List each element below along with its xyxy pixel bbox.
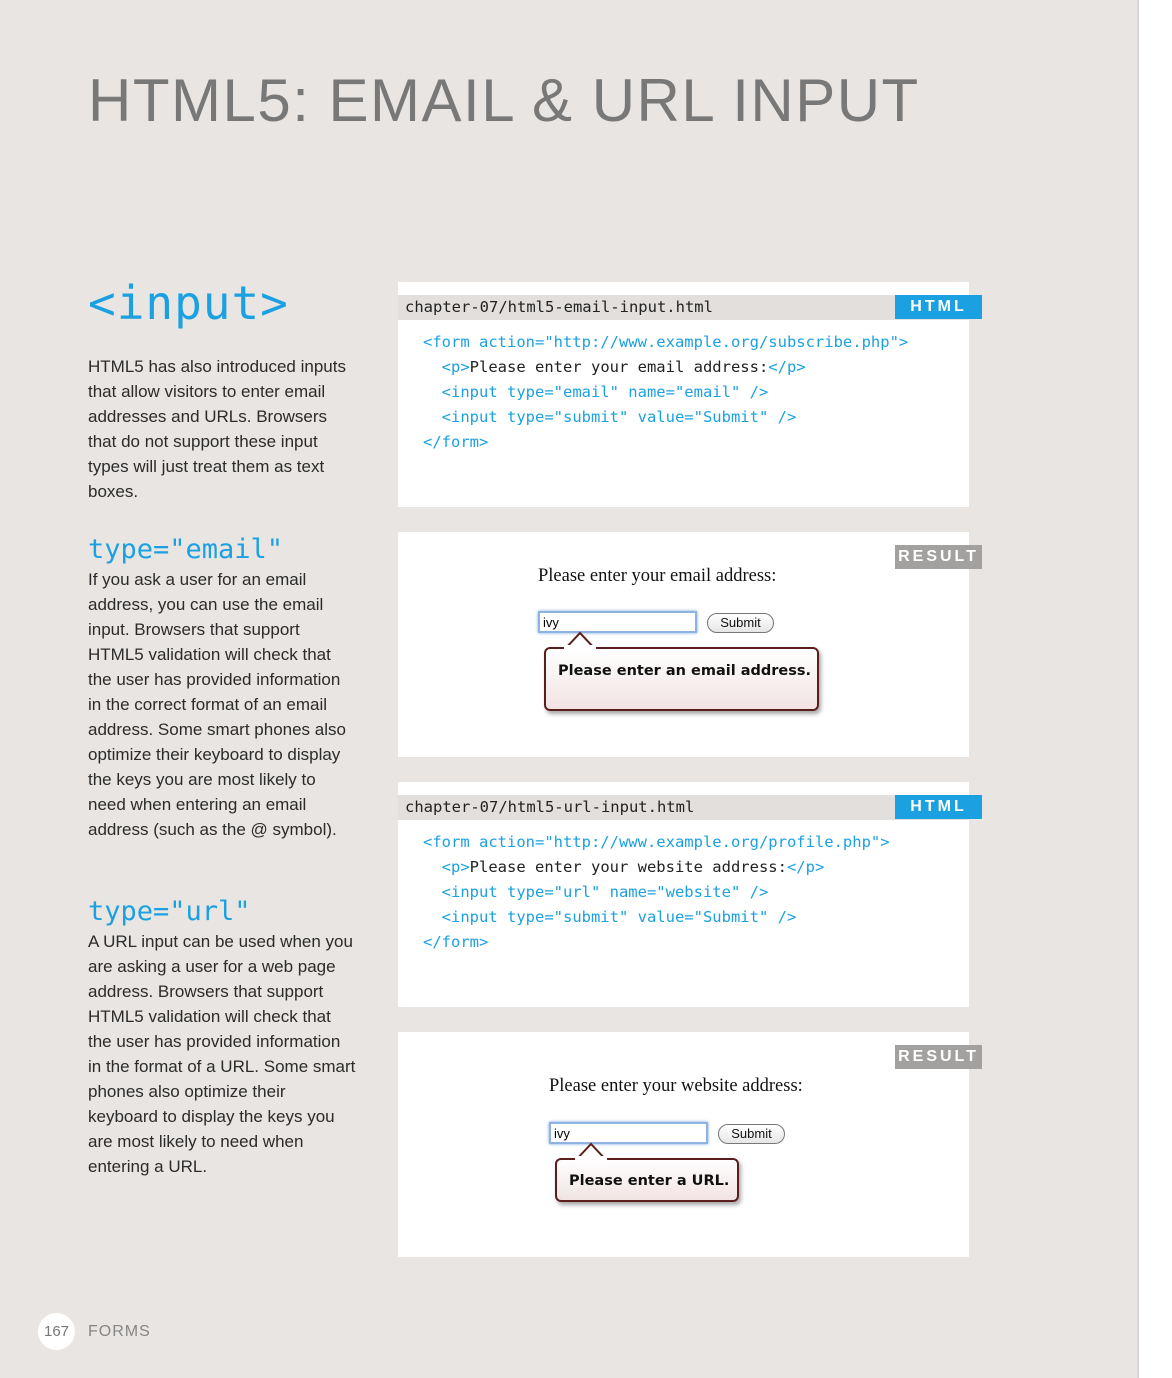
code-token: <input type="submit" value="Submit" /> bbox=[441, 408, 797, 426]
html-badge: HTML bbox=[895, 795, 982, 819]
code-token: <p> bbox=[441, 858, 470, 876]
url-result-panel bbox=[398, 1032, 979, 1257]
page-edge-strip bbox=[1137, 0, 1172, 1378]
file-name: chapter-07/html5-url-input.html bbox=[405, 798, 695, 816]
tooltip-arrow-cover bbox=[575, 1156, 607, 1162]
result-badge: RESULT bbox=[895, 1045, 982, 1069]
page-number: 167 bbox=[38, 1313, 75, 1350]
email-code-panel bbox=[398, 282, 969, 507]
code-token: </form> bbox=[423, 433, 489, 451]
file-bar bbox=[398, 795, 969, 820]
url-input[interactable]: ivy bbox=[549, 1122, 708, 1144]
validation-tooltip: Please enter a URL. bbox=[555, 1158, 739, 1202]
element-tag-heading: <input> bbox=[88, 276, 289, 330]
code-block bbox=[423, 330, 908, 455]
page-title: HTML5: EMAIL & URL INPUT bbox=[88, 67, 920, 134]
email-type-heading: type="email" bbox=[88, 534, 284, 565]
code-token: <p> bbox=[441, 358, 470, 376]
submit-button[interactable]: Submit bbox=[718, 1124, 785, 1144]
section-name: FORMS bbox=[88, 1323, 151, 1340]
intro-paragraph: HTML5 has also introduced inputs that allow visitors to enter email addresses and URLs. Browsers that do not support these input types will just treat them as text boxes. bbox=[88, 357, 346, 501]
code-token: Please enter your website address: bbox=[469, 858, 787, 876]
file-name: chapter-07/html5-email-input.html bbox=[405, 298, 713, 316]
validation-tooltip: Please enter an email address. bbox=[544, 647, 819, 711]
email-input[interactable]: ivy bbox=[538, 611, 697, 633]
result-badge: RESULT bbox=[895, 545, 982, 569]
submit-button[interactable]: Submit bbox=[707, 613, 774, 633]
url-code-panel bbox=[398, 782, 969, 1007]
code-token: <form action="http://www.example.org/subscribe.php"> bbox=[423, 333, 909, 351]
code-token: <input type="submit" value="Submit" /> bbox=[441, 908, 797, 926]
html-badge: HTML bbox=[895, 295, 982, 319]
code-token: <input type="email" name="email" /> bbox=[441, 383, 769, 401]
code-token: <form action="http://www.example.org/profile.php"> bbox=[423, 833, 890, 851]
code-block bbox=[423, 830, 890, 955]
result-label: Please enter your website address: bbox=[549, 1076, 803, 1096]
email-result-panel bbox=[398, 532, 979, 757]
code-token: <input type="url" name="website" /> bbox=[441, 883, 769, 901]
file-bar bbox=[398, 295, 969, 320]
code-token: </p> bbox=[768, 358, 806, 376]
tooltip-arrow-cover bbox=[564, 645, 596, 651]
result-label: Please enter your email address: bbox=[538, 566, 777, 586]
code-token: Please enter your email address: bbox=[469, 358, 769, 376]
code-token: </form> bbox=[423, 933, 489, 951]
url-type-heading: type="url" bbox=[88, 896, 251, 927]
email-type-paragraph: If you ask a user for an email address, you can use the email input. Browsers that support HTML5 validation will check that the user has provided information in the correct format of an email address. Some smart phones also optimize their keyboard to display the keys you are most likely to need when entering an email address (such as the @ symbol). bbox=[88, 570, 346, 839]
code-token: </p> bbox=[786, 858, 825, 876]
url-type-paragraph: A URL input can be used when you are asking a user for a web page address. Browsers that support HTML5 validation will check that the user has provided information in the format of a URL. Some smart phones also optimize their keyboard to display the keys you are most likely to need when entering a URL. bbox=[88, 932, 356, 1176]
